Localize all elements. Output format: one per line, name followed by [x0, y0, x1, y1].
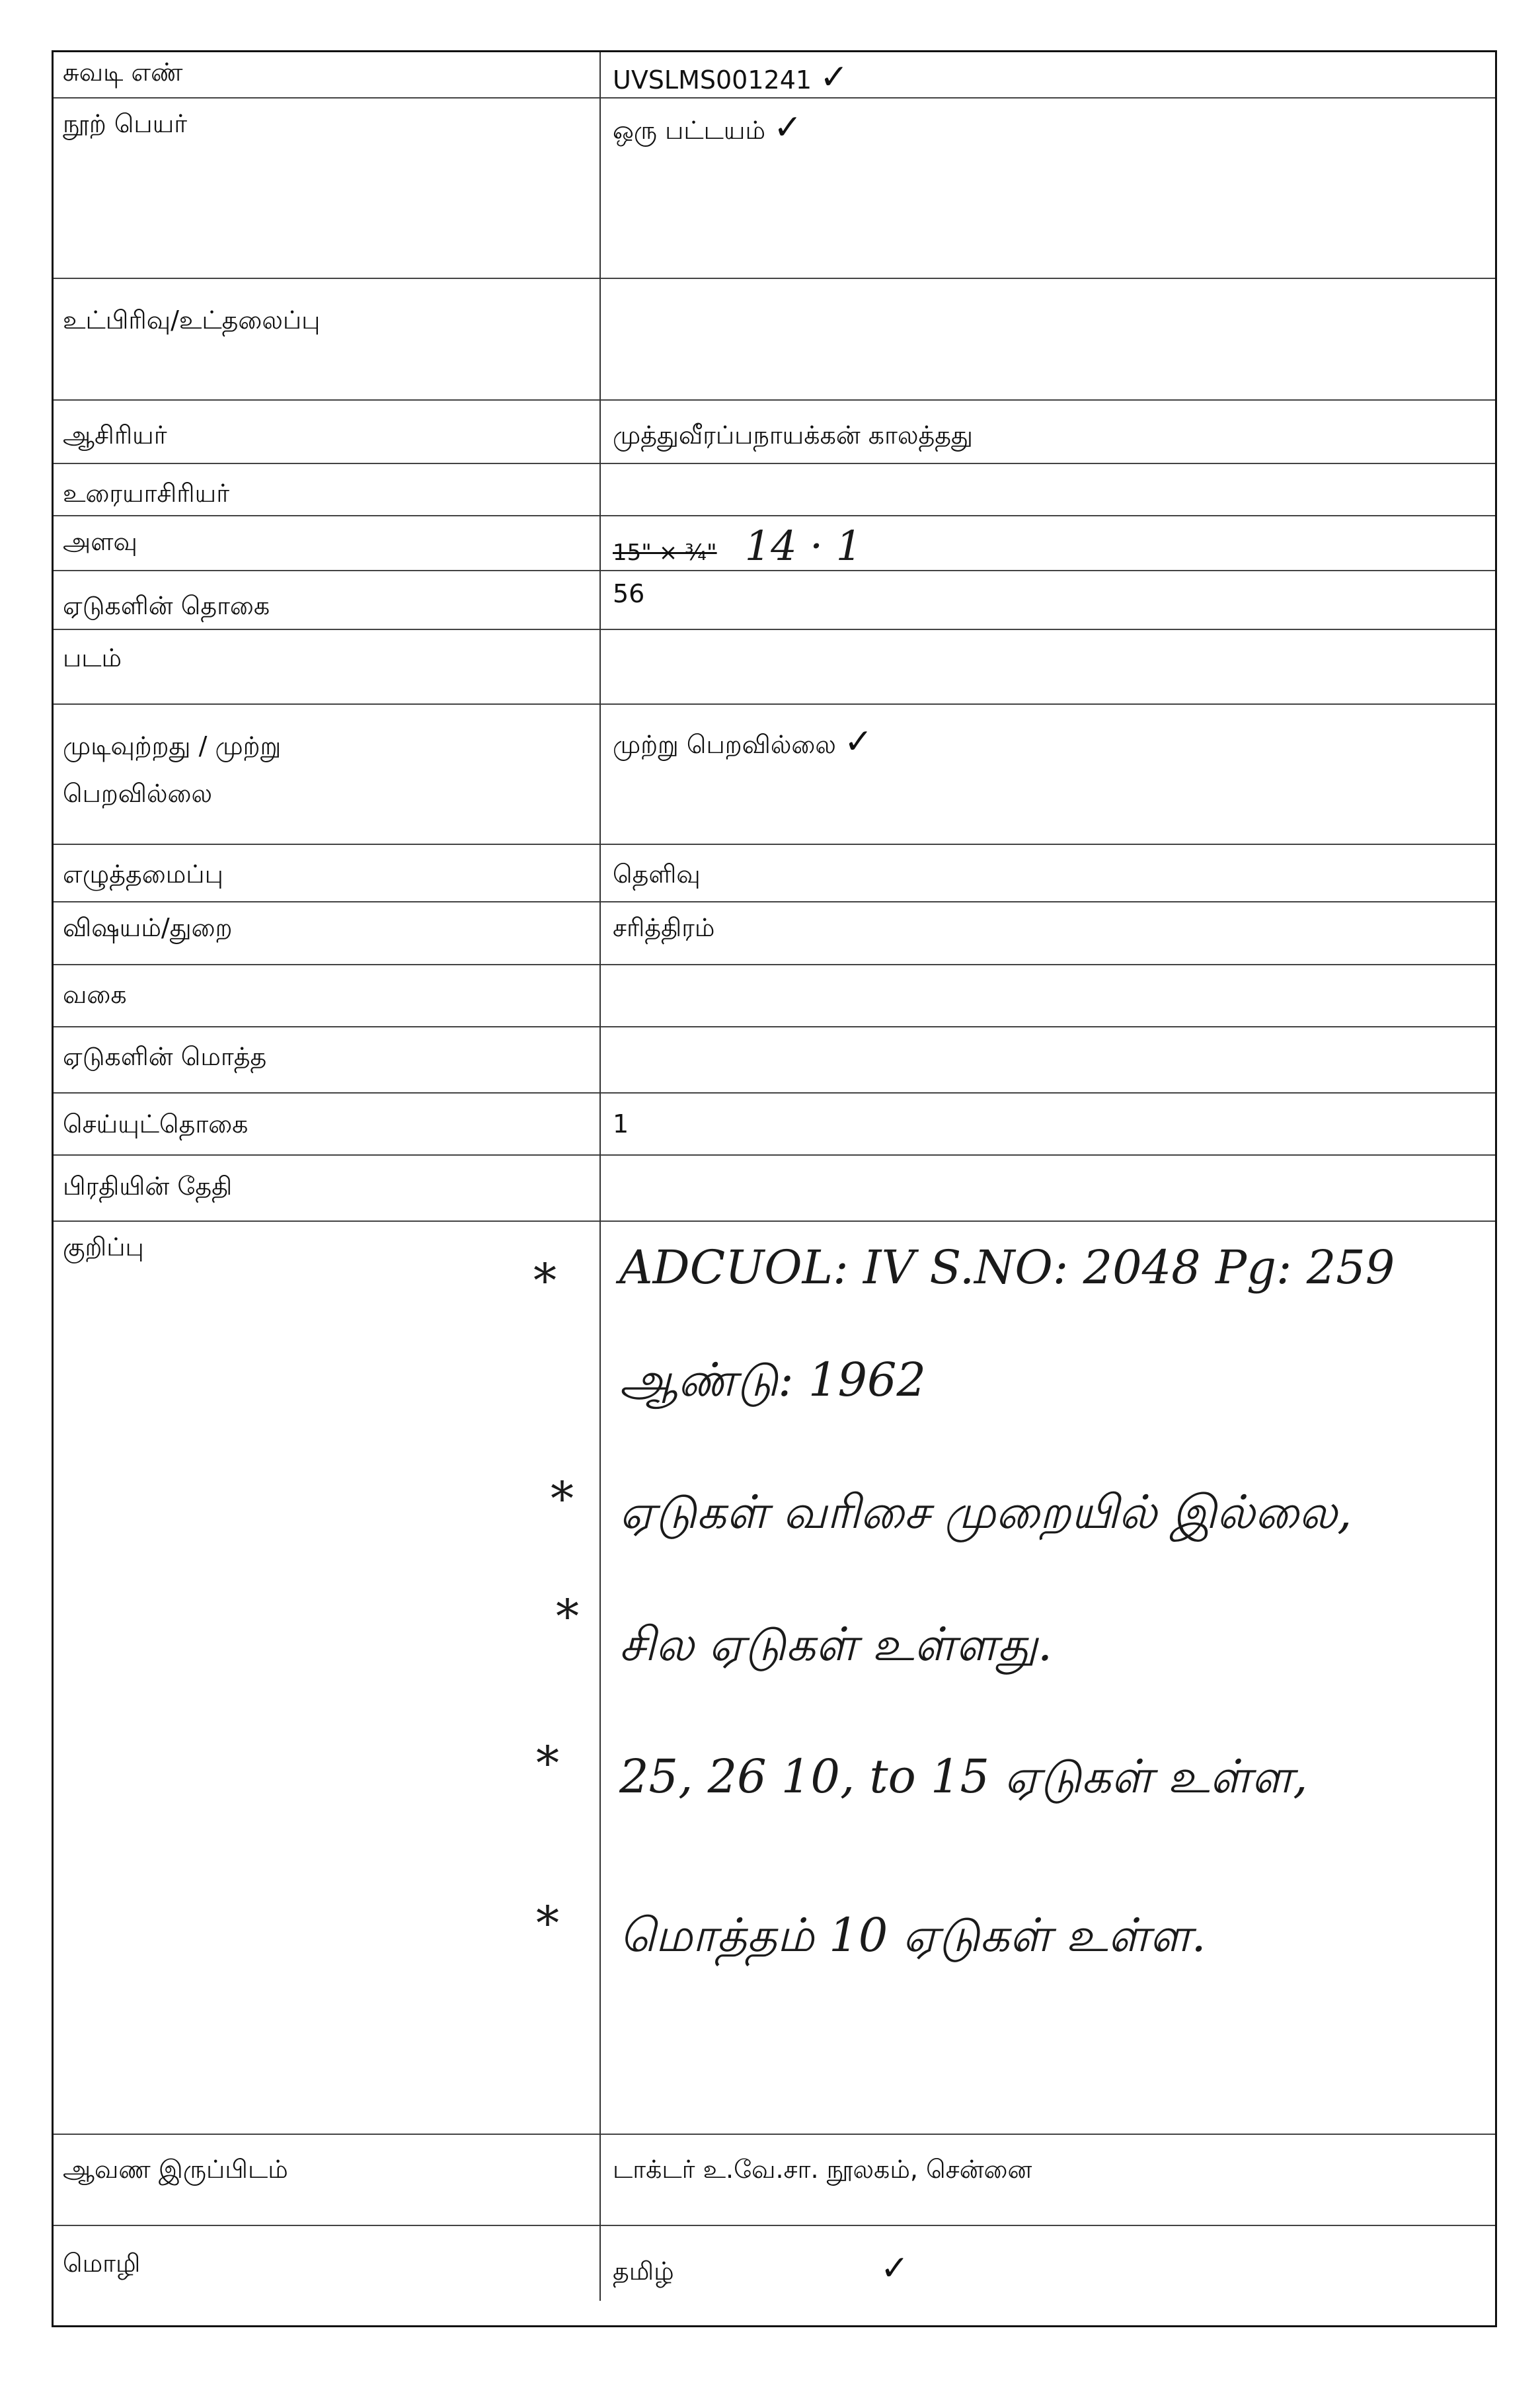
- catalog-sheet: [52, 50, 1497, 2327]
- label-picture: படம்: [54, 629, 600, 704]
- label-leaf-count: ஏடுகளின் தொகை: [54, 571, 600, 629]
- value-language: [600, 2225, 1495, 2301]
- table-row: [54, 629, 1495, 704]
- value-copy-date: [600, 1155, 1495, 1221]
- label-verse-count: செய்யுட்தொகை: [54, 1093, 600, 1155]
- table-row: [54, 463, 1495, 516]
- note-line: ஏடுகள் வரிசை முறையில் இல்லை,: [619, 1485, 1352, 1539]
- star-mark: *: [533, 1254, 557, 1308]
- label-notes: குறிப்பு: [63, 1232, 144, 1261]
- table-row: [54, 2225, 1495, 2301]
- value-commentator: [600, 463, 1495, 516]
- catalog-table: [54, 52, 1495, 2301]
- manuscript-no: UVSLMS001241: [613, 65, 812, 95]
- label-size: அளவு: [54, 516, 600, 571]
- star-mark: *: [556, 1589, 579, 1644]
- title-text: ஒரு பட்டயம்: [613, 116, 766, 145]
- value-picture: [600, 629, 1495, 704]
- value-subject: சரித்திரம்: [600, 902, 1495, 965]
- table-row: [54, 98, 1495, 278]
- table-row: [54, 1093, 1495, 1155]
- note-line: சில ஏடுகள் உள்ளது.: [619, 1617, 1053, 1671]
- label-author: ஆசிரியர்: [54, 400, 600, 463]
- table-row: [54, 278, 1495, 400]
- table-row: [54, 571, 1495, 629]
- value-completion: [600, 704, 1495, 844]
- value-subdivision: [600, 278, 1495, 400]
- table-row: [54, 1027, 1495, 1093]
- completion-text: முற்று பெறவில்லை: [613, 730, 836, 759]
- table-row: [54, 1221, 1495, 2134]
- label-language: மொழி: [54, 2225, 600, 2301]
- label-commentator: உரையாசிரியர்: [54, 463, 600, 516]
- label-title: நூற் பெயர்: [54, 98, 600, 278]
- table-row: [54, 400, 1495, 463]
- table-row: [54, 2134, 1495, 2225]
- value-verse-count: 1: [600, 1093, 1495, 1155]
- label-subject: விஷயம்/துறை: [54, 902, 600, 965]
- note-line: 25, 26 10, to 15 ஏடுகள் உள்ள,: [619, 1749, 1308, 1804]
- check-mark: ✓: [773, 108, 802, 147]
- table-row: [54, 516, 1495, 571]
- table-row: [54, 704, 1495, 844]
- label-copy-date: பிரதியின் தேதி: [54, 1155, 600, 1221]
- note-line: ADCUOL: IV S.NO: 2048 Pg: 259: [619, 1240, 1395, 1295]
- label-type: வகை: [54, 965, 600, 1027]
- label-subdivision: உட்பிரிவு/உட்தலைப்பு: [54, 278, 600, 400]
- table-row: [54, 52, 1495, 98]
- check-mark: ✓: [880, 2249, 909, 2288]
- size-struck: 15" × ¾": [613, 540, 717, 566]
- table-row: [54, 1155, 1495, 1221]
- value-script: தெளிவு: [600, 844, 1495, 902]
- label-script: எழுத்தமைப்பு: [54, 844, 600, 902]
- value-title: [600, 98, 1495, 278]
- value-notes: [600, 1221, 1495, 2134]
- label-repository: ஆவண இருப்பிடம்: [54, 2134, 600, 2225]
- star-mark: *: [536, 1896, 559, 1950]
- value-size: [600, 516, 1495, 571]
- size-handwritten: 14 · 1: [744, 522, 863, 570]
- language-text: தமிழ்: [613, 2257, 674, 2286]
- note-line: ஆண்டு: 1962: [619, 1353, 927, 1407]
- value-leaf-count: 56: [600, 571, 1495, 629]
- star-mark: *: [551, 1472, 574, 1526]
- label-manuscript-no: சுவடி எண்: [54, 52, 600, 98]
- star-mark: *: [536, 1736, 559, 1790]
- check-mark: ✓: [844, 722, 873, 762]
- value-manuscript-no: [600, 52, 1495, 98]
- value-author: முத்துவீரப்பநாயக்கன் காலத்தது: [600, 400, 1495, 463]
- label-completion: முடிவுற்றது / முற்று பெறவில்லை: [54, 704, 600, 844]
- check-mark: ✓: [820, 58, 849, 97]
- value-type: [600, 965, 1495, 1027]
- value-total-leaves: [600, 1027, 1495, 1093]
- table-row: [54, 965, 1495, 1027]
- table-row: [54, 902, 1495, 965]
- note-line: மொத்தம் 10 ஏடுகள் உள்ள.: [619, 1908, 1206, 1962]
- value-repository: டாக்டர் உ.வே.சா. நூலகம், சென்னை: [600, 2134, 1495, 2225]
- label-total-leaves: ஏடுகளின் மொத்த: [54, 1027, 600, 1093]
- label-notes-cell: [54, 1221, 600, 2134]
- table-row: [54, 844, 1495, 902]
